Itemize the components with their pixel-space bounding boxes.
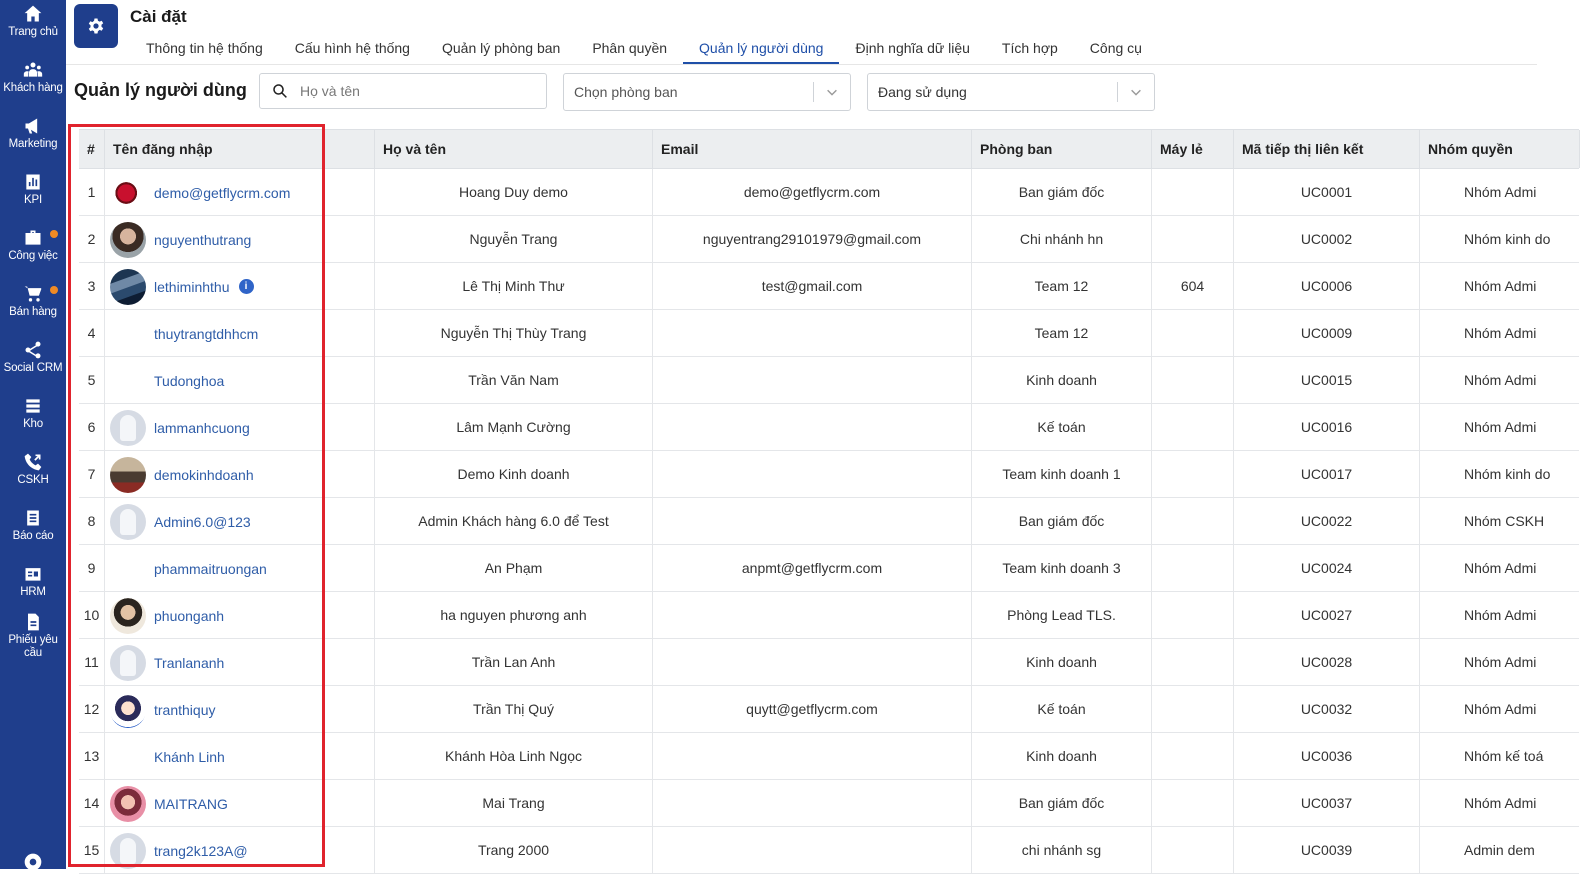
- users-table: [79, 129, 1551, 869]
- department-cell: Ban giám đốc: [972, 169, 1152, 216]
- row-index: 8: [79, 498, 105, 545]
- extension-cell: [1152, 310, 1234, 357]
- username-link[interactable]: demo@getflycrm.com: [154, 184, 291, 201]
- affiliate-code-cell: UC0039: [1234, 827, 1420, 874]
- request-icon: [23, 612, 43, 632]
- sidebar-item-kpi[interactable]: [0, 172, 66, 228]
- permission-group-cell: Nhóm Admi: [1464, 325, 1537, 341]
- extension-cell: [1152, 451, 1234, 498]
- table-row[interactable]: [79, 639, 1579, 686]
- sidebar-item-customers[interactable]: [0, 60, 66, 116]
- sidebar-item-label: Công việc: [8, 250, 58, 262]
- affiliate-code-cell: UC0036: [1234, 733, 1420, 780]
- table-row[interactable]: [79, 498, 1579, 545]
- department-select-value: Chọn phòng ban: [574, 84, 678, 100]
- extension-cell: [1152, 686, 1234, 733]
- extension-cell: 604: [1152, 263, 1234, 310]
- extension-cell: [1152, 733, 1234, 780]
- tab-tools[interactable]: Công cụ: [1089, 40, 1142, 56]
- table-header: [79, 129, 1579, 169]
- settings-button[interactable]: [74, 4, 118, 48]
- permission-group-cell: Nhóm Admi: [1464, 701, 1537, 717]
- avatar-placeholder-icon: [110, 410, 146, 446]
- fullname-cell: Hoang Duy demo: [375, 169, 653, 216]
- fullname-cell: Lâm Mạnh Cường: [375, 404, 653, 451]
- username-link[interactable]: lethiminhthu: [154, 278, 230, 295]
- department-cell: Chi nhánh hn: [972, 216, 1152, 263]
- username-cell: [105, 592, 375, 639]
- username-link[interactable]: tranthiquy: [154, 701, 216, 718]
- row-index: 13: [79, 733, 105, 780]
- table-row[interactable]: [79, 169, 1579, 216]
- sidebar-item-customer-care[interactable]: [0, 452, 66, 508]
- permission-group-cell: Nhóm Admi: [1464, 560, 1537, 576]
- table-row[interactable]: [79, 404, 1579, 451]
- extension-cell: [1152, 216, 1234, 263]
- lifebuoy-icon: [23, 852, 43, 872]
- megaphone-icon: [23, 116, 43, 136]
- username-cell: [105, 404, 375, 451]
- table-row[interactable]: [79, 780, 1579, 827]
- warehouse-icon: [23, 396, 43, 416]
- department-cell: Team 12: [972, 263, 1152, 310]
- fullname-cell: Khánh Hòa Linh Ngọc: [375, 733, 653, 780]
- sidebar-item-label: Trang chủ: [8, 26, 58, 38]
- department-cell: chi nhánh sg: [972, 827, 1152, 874]
- page-title: Cài đặt: [130, 7, 187, 26]
- avatar: [110, 316, 146, 352]
- affiliate-code-cell: UC0001: [1234, 169, 1420, 216]
- avatar: [110, 175, 146, 211]
- sidebar-item-support[interactable]: [0, 852, 66, 869]
- affiliate-code-cell: UC0015: [1234, 357, 1420, 404]
- sidebar-item-social-crm[interactable]: [0, 340, 66, 396]
- department-cell: Phòng Lead TLS.: [972, 592, 1152, 639]
- customers-icon: [23, 60, 43, 80]
- affiliate-code-cell: UC0006: [1234, 263, 1420, 310]
- email-cell: nguyentrang29101979@gmail.com: [653, 216, 972, 263]
- permission-group-cell: Nhóm Admi: [1464, 184, 1537, 200]
- avatar-placeholder-icon: [110, 833, 146, 869]
- notification-badge: [50, 230, 58, 238]
- sidebar-item-label: HRM: [20, 586, 46, 598]
- fullname-cell: Trần Thị Quý: [375, 686, 653, 733]
- sidebar-item-home[interactable]: [0, 4, 66, 60]
- sidebar-item-warehouse[interactable]: [0, 396, 66, 452]
- fullname-cell: Trang 2000: [375, 827, 653, 874]
- department-cell: Kinh doanh: [972, 733, 1152, 780]
- permission-group-cell: Nhóm Admi: [1464, 795, 1537, 811]
- sidebar-item-label: KPI: [24, 194, 42, 206]
- email-cell: quytt@getflycrm.com: [653, 686, 972, 733]
- extension-cell: [1152, 639, 1234, 686]
- report-icon: [23, 508, 43, 528]
- email-cell: [653, 451, 972, 498]
- username-cell: [105, 686, 375, 733]
- row-index: 5: [79, 357, 105, 404]
- username-link[interactable]: Khánh Linh: [154, 748, 225, 765]
- sidebar-item-requests[interactable]: [0, 612, 66, 668]
- username-cell: [105, 780, 375, 827]
- fullname-cell: Nguyễn Thị Thùy Trang: [375, 310, 653, 357]
- info-icon[interactable]: i: [239, 279, 254, 294]
- department-cell: Team kinh doanh 3: [972, 545, 1152, 592]
- extension-cell: [1152, 169, 1234, 216]
- sidebar-item-label: Kho: [23, 418, 43, 430]
- column-header-index: #: [79, 130, 105, 168]
- extension-cell: [1152, 592, 1234, 639]
- chevron-down-icon: [814, 85, 850, 99]
- affiliate-code-cell: UC0016: [1234, 404, 1420, 451]
- fullname-cell: Trần Lan Anh: [375, 639, 653, 686]
- row-index: 15: [79, 827, 105, 874]
- username-link[interactable]: Tranlananh: [154, 654, 225, 671]
- avatar: [110, 269, 146, 305]
- permission-group-cell: Nhóm kế toá: [1464, 748, 1544, 764]
- permission-group-cell: Nhóm Admi: [1464, 419, 1537, 435]
- section-title: Quản lý người dùng: [74, 80, 247, 100]
- sidebar: [0, 0, 66, 869]
- table-row[interactable]: [79, 216, 1579, 263]
- affiliate-code-cell: UC0027: [1234, 592, 1420, 639]
- gear-icon: [87, 17, 105, 35]
- table-row[interactable]: [79, 686, 1579, 733]
- row-index: 12: [79, 686, 105, 733]
- department-cell: Kinh doanh: [972, 639, 1152, 686]
- briefcase-icon: [23, 228, 43, 248]
- department-cell: Team 12: [972, 310, 1152, 357]
- email-cell: [653, 404, 972, 451]
- share-icon: [23, 340, 43, 360]
- permission-group-cell: Nhóm kinh do: [1464, 231, 1551, 247]
- email-cell: [653, 310, 972, 357]
- username-cell: [105, 733, 375, 780]
- extension-cell: [1152, 780, 1234, 827]
- table-row[interactable]: [79, 733, 1579, 780]
- table-row[interactable]: [79, 545, 1579, 592]
- sidebar-item-sales[interactable]: [0, 284, 66, 340]
- email-cell: [653, 639, 972, 686]
- username-cell: [105, 310, 375, 357]
- permission-group-cell: Nhóm Admi: [1464, 654, 1537, 670]
- notification-badge: [50, 286, 58, 294]
- row-index: 11: [79, 639, 105, 686]
- fullname-cell: ha nguyen phương anh: [375, 592, 653, 639]
- sidebar-item-label: CSKH: [17, 474, 49, 486]
- sidebar-item-tasks[interactable]: [0, 228, 66, 284]
- phone-icon: [23, 452, 43, 472]
- extension-cell: [1152, 827, 1234, 874]
- username-link[interactable]: Tudonghoa: [154, 372, 225, 389]
- tab-user-management[interactable]: Quản lý người dùng: [683, 36, 839, 64]
- table-row[interactable]: [79, 310, 1579, 357]
- row-index: 1: [79, 169, 105, 216]
- row-index: 4: [79, 310, 105, 357]
- search-icon: [271, 82, 289, 100]
- tab-departments[interactable]: Quản lý phòng ban: [441, 40, 561, 56]
- username-link[interactable]: nguyenthutrang: [154, 231, 252, 248]
- department-cell: Kinh doanh: [972, 357, 1152, 404]
- row-index: 14: [79, 780, 105, 827]
- avatar: [110, 739, 146, 775]
- affiliate-code-cell: UC0022: [1234, 498, 1420, 545]
- avatar: [110, 457, 146, 493]
- home-icon: [23, 4, 43, 24]
- sidebar-item-label: Bán hàng: [9, 306, 57, 318]
- row-index: 10: [79, 592, 105, 639]
- username-cell: [105, 451, 375, 498]
- department-cell: Ban giám đốc: [972, 498, 1152, 545]
- department-cell: Team kinh doanh 1: [972, 451, 1152, 498]
- row-index: 6: [79, 404, 105, 451]
- column-header-extension[interactable]: Máy lẻ: [1152, 130, 1234, 168]
- email-cell: test@gmail.com: [653, 263, 972, 310]
- permission-group-cell: Nhóm kinh do: [1464, 466, 1551, 482]
- fullname-cell: Nguyễn Trang: [375, 216, 653, 263]
- permission-group-cell: Nhóm Admi: [1464, 278, 1537, 294]
- affiliate-code-cell: UC0002: [1234, 216, 1420, 263]
- header-divider: [66, 64, 1537, 65]
- row-index: 9: [79, 545, 105, 592]
- username-cell: [105, 357, 375, 404]
- username-link[interactable]: Admin6.0@123: [154, 513, 251, 530]
- department-select[interactable]: [563, 73, 851, 111]
- column-header-permission-group[interactable]: Nhóm quyền: [1420, 130, 1580, 168]
- affiliate-code-cell: UC0037: [1234, 780, 1420, 827]
- column-header-username[interactable]: Tên đăng nhập: [105, 130, 375, 168]
- email-cell: [653, 498, 972, 545]
- tab-system-config[interactable]: Cấu hình hệ thống: [294, 40, 410, 56]
- extension-cell: [1152, 357, 1234, 404]
- fullname-cell: Trần Văn Nam: [375, 357, 653, 404]
- affiliate-code-cell: UC0024: [1234, 545, 1420, 592]
- username-cell: [105, 169, 375, 216]
- username-link[interactable]: lammanhcuong: [154, 419, 250, 436]
- extension-cell: [1152, 498, 1234, 545]
- avatar-placeholder-icon: [110, 504, 146, 540]
- affiliate-code-cell: UC0017: [1234, 451, 1420, 498]
- column-header-fullname[interactable]: Họ và tên: [375, 130, 653, 168]
- table-row[interactable]: [79, 357, 1579, 404]
- avatar: [110, 692, 146, 728]
- sidebar-item-marketing[interactable]: [0, 116, 66, 172]
- permission-group-cell: Admin dem: [1464, 842, 1535, 858]
- username-link[interactable]: MAITRANG: [154, 795, 228, 812]
- username-cell: [105, 498, 375, 545]
- kpi-chart-icon: [23, 172, 43, 192]
- sidebar-item-label: Phiếu yêu cầu: [8, 634, 58, 659]
- avatar-placeholder-icon: [110, 645, 146, 681]
- avatar: [110, 222, 146, 258]
- email-cell: [653, 733, 972, 780]
- permission-group-cell: Nhóm Admi: [1464, 607, 1537, 623]
- username-cell: [105, 545, 375, 592]
- table-row[interactable]: [79, 592, 1579, 639]
- table-row[interactable]: [79, 451, 1579, 498]
- sidebar-item-label: Báo cáo: [12, 530, 54, 542]
- status-select[interactable]: [867, 73, 1155, 111]
- username-link[interactable]: phammaitruongan: [154, 560, 267, 577]
- affiliate-code-cell: UC0009: [1234, 310, 1420, 357]
- avatar: [110, 551, 146, 587]
- status-select-value: Đang sử dụng: [878, 84, 967, 100]
- fullname-cell: Admin Khách hàng 6.0 để Test: [375, 498, 653, 545]
- tab-integrations[interactable]: Tích hợp: [1001, 40, 1058, 56]
- tab-permissions[interactable]: Phân quyền: [592, 40, 668, 56]
- username-link[interactable]: thuytrangtdhhcm: [154, 325, 259, 342]
- username-link[interactable]: demokinhdoanh: [154, 466, 254, 483]
- username-cell: [105, 639, 375, 686]
- avatar: [110, 786, 146, 822]
- email-cell: demo@getflycrm.com: [653, 169, 972, 216]
- fullname-cell: Demo Kinh doanh: [375, 451, 653, 498]
- chevron-down-icon: [1118, 85, 1154, 99]
- avatar: [110, 363, 146, 399]
- avatar: [110, 598, 146, 634]
- username-link[interactable]: phuonganh: [154, 607, 225, 624]
- sidebar-item-label: Marketing: [8, 138, 58, 150]
- extension-cell: [1152, 545, 1234, 592]
- row-index: 7: [79, 451, 105, 498]
- tab-system-info[interactable]: Thông tin hệ thống: [146, 40, 263, 56]
- username-cell: [105, 827, 375, 874]
- username-link[interactable]: trang2k123A@: [154, 842, 248, 859]
- row-index: 2: [79, 216, 105, 263]
- email-cell: [653, 827, 972, 874]
- username-cell: [105, 263, 375, 310]
- extension-cell: [1152, 404, 1234, 451]
- permission-group-cell: Nhóm Admi: [1464, 372, 1537, 388]
- fullname-cell: An Phạm: [375, 545, 653, 592]
- sidebar-item-label: Social CRM: [3, 362, 63, 374]
- column-header-email[interactable]: Email: [653, 130, 972, 168]
- email-cell: [653, 780, 972, 827]
- department-cell: Kế toán: [972, 686, 1152, 733]
- search-input[interactable]: [300, 83, 540, 99]
- department-cell: Kế toán: [972, 404, 1152, 451]
- table-row[interactable]: [79, 827, 1579, 874]
- name-search: [259, 73, 547, 109]
- sidebar-item-reports[interactable]: [0, 508, 66, 564]
- email-cell: [653, 592, 972, 639]
- fullname-cell: Mai Trang: [375, 780, 653, 827]
- department-cell: Ban giám đốc: [972, 780, 1152, 827]
- table-row[interactable]: [79, 263, 1579, 310]
- row-index: 3: [79, 263, 105, 310]
- fullname-cell: Lê Thị Minh Thư: [375, 263, 653, 310]
- permission-group-cell: Nhóm CSKH: [1464, 513, 1545, 529]
- column-header-department[interactable]: Phòng ban: [972, 130, 1152, 168]
- sidebar-item-label: Khách hàng: [3, 82, 63, 94]
- cart-icon: [23, 284, 43, 304]
- affiliate-code-cell: UC0028: [1234, 639, 1420, 686]
- tab-data-definition[interactable]: Định nghĩa dữ liệu: [855, 40, 970, 56]
- hrm-icon: [23, 564, 43, 584]
- username-cell: [105, 216, 375, 263]
- settings-tabs: [130, 36, 1158, 64]
- affiliate-code-cell: UC0032: [1234, 686, 1420, 733]
- email-cell: [653, 357, 972, 404]
- email-cell: anpmt@getflycrm.com: [653, 545, 972, 592]
- column-header-affiliate-code[interactable]: Mã tiếp thị liên kết: [1234, 130, 1420, 168]
